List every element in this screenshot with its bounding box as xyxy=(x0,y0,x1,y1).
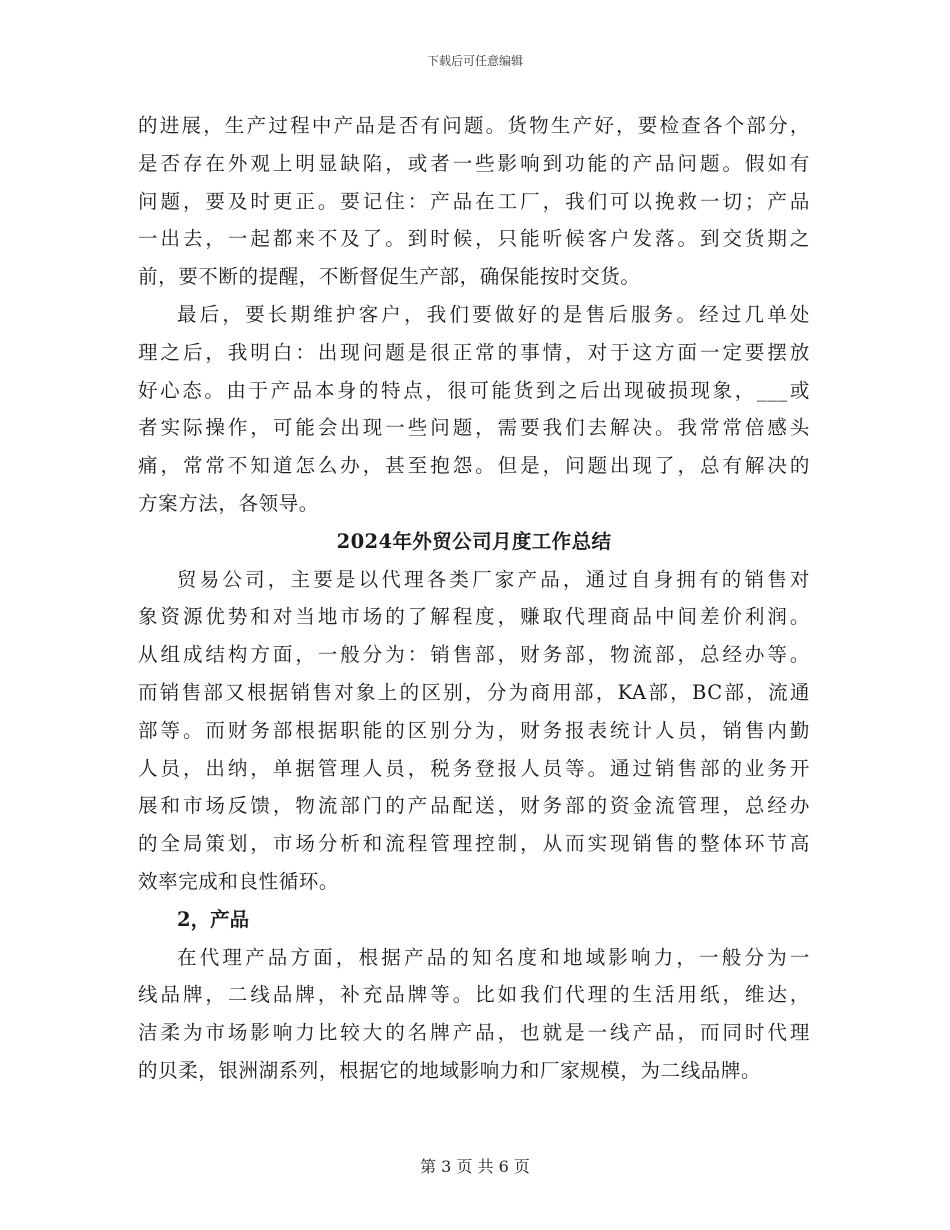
text-line: 在代理产品方面，根据产品的知名度和地域影响力，一般分为一 xyxy=(177,945,810,969)
text-line: 贸易公司，主要是以代理各类厂家产品，通过自身拥有的销售对 xyxy=(177,567,810,591)
text-line: 从组成结构方面，一般分为：销售部，财务部，物流部，总经办等。 xyxy=(138,643,810,667)
paragraph-after-sales xyxy=(138,296,810,523)
page-footer: 第 3 页 共 6 页 xyxy=(420,1157,530,1176)
sub-heading-products: 2，产品 xyxy=(177,907,250,931)
text-line: 前，要不断的提醒，不断督促生产部，确保能按时交货。 xyxy=(138,265,641,289)
page-header: 下载后可任意编辑 xyxy=(426,54,523,68)
text-line: 好心态。由于产品本身的特点，很可能货到之后出现破损现象，___或 xyxy=(138,378,810,402)
text-line: 线品牌，二线品牌，补充品牌等。比如我们代理的生活用纸，维达， xyxy=(138,983,810,1007)
paragraph-company-structure xyxy=(138,561,810,901)
paragraph-production-check xyxy=(138,107,810,296)
text-line: 洁柔为市场影响力比较大的名牌产品，也就是一线产品，而同时代理 xyxy=(138,1021,810,1045)
document-body xyxy=(138,107,810,1090)
text-line: 最后，要长期维护客户，我们要做好的是售后服务。经过几单处 xyxy=(177,302,810,326)
paragraph-products xyxy=(138,939,810,1090)
text-line: 问题，要及时更正。要记住：产品在工厂，我们可以挽救一切；产品 xyxy=(138,189,810,213)
text-line: 方案方法，各领导。 xyxy=(138,491,319,515)
text-line: 人员，出纳，单据管理人员，税务登报人员等。通过销售部的业务开 xyxy=(138,756,810,780)
text-line: 象资源优势和对当地市场的了解程度，赚取代理商品中间差价利润。 xyxy=(138,605,810,629)
text-line: 痛，常常不知道怎么办，甚至抱怨。但是，问题出现了，总有解决的 xyxy=(138,454,810,478)
text-line: 的进展，生产过程中产品是否有问题。货物生产好，要检查各个部分， xyxy=(138,114,810,137)
text-line: 一出去，一起都来不及了。到时候，只能听候客户发落。到交货期之 xyxy=(138,227,810,251)
text-line: 者实际操作，可能会出现一些问题，需要我们去解决。我常常倍感头 xyxy=(138,416,810,440)
text-line: 展和市场反馈，物流部门的产品配送，财务部的资金流管理，总经办 xyxy=(138,794,810,818)
text-line: 而销售部又根据销售对象上的区别，分为商用部，KA部，BC部，流通 xyxy=(138,680,810,704)
text-line: 是否存在外观上明显缺陷，或者一些影响到功能的产品问题。假如有 xyxy=(138,151,810,175)
text-line: 理之后，我明白：出现问题是很正常的事情，对于这方面一定要摆放 xyxy=(138,340,810,364)
section-title: 2024年外贸公司月度工作总结 xyxy=(336,529,612,553)
text-line: 的贝柔，银洲湖系列，根据它的地域影响力和厂家规模，为二线品牌。 xyxy=(138,1058,762,1082)
text-line: 部等。而财务部根据职能的区别分为，财务报表统计人员，销售内勤 xyxy=(138,718,810,742)
text-line: 的全局策划，市场分析和流程管理控制，从而实现销售的整体环节高 xyxy=(138,832,810,856)
text-line: 效率完成和良性循环。 xyxy=(138,869,340,893)
